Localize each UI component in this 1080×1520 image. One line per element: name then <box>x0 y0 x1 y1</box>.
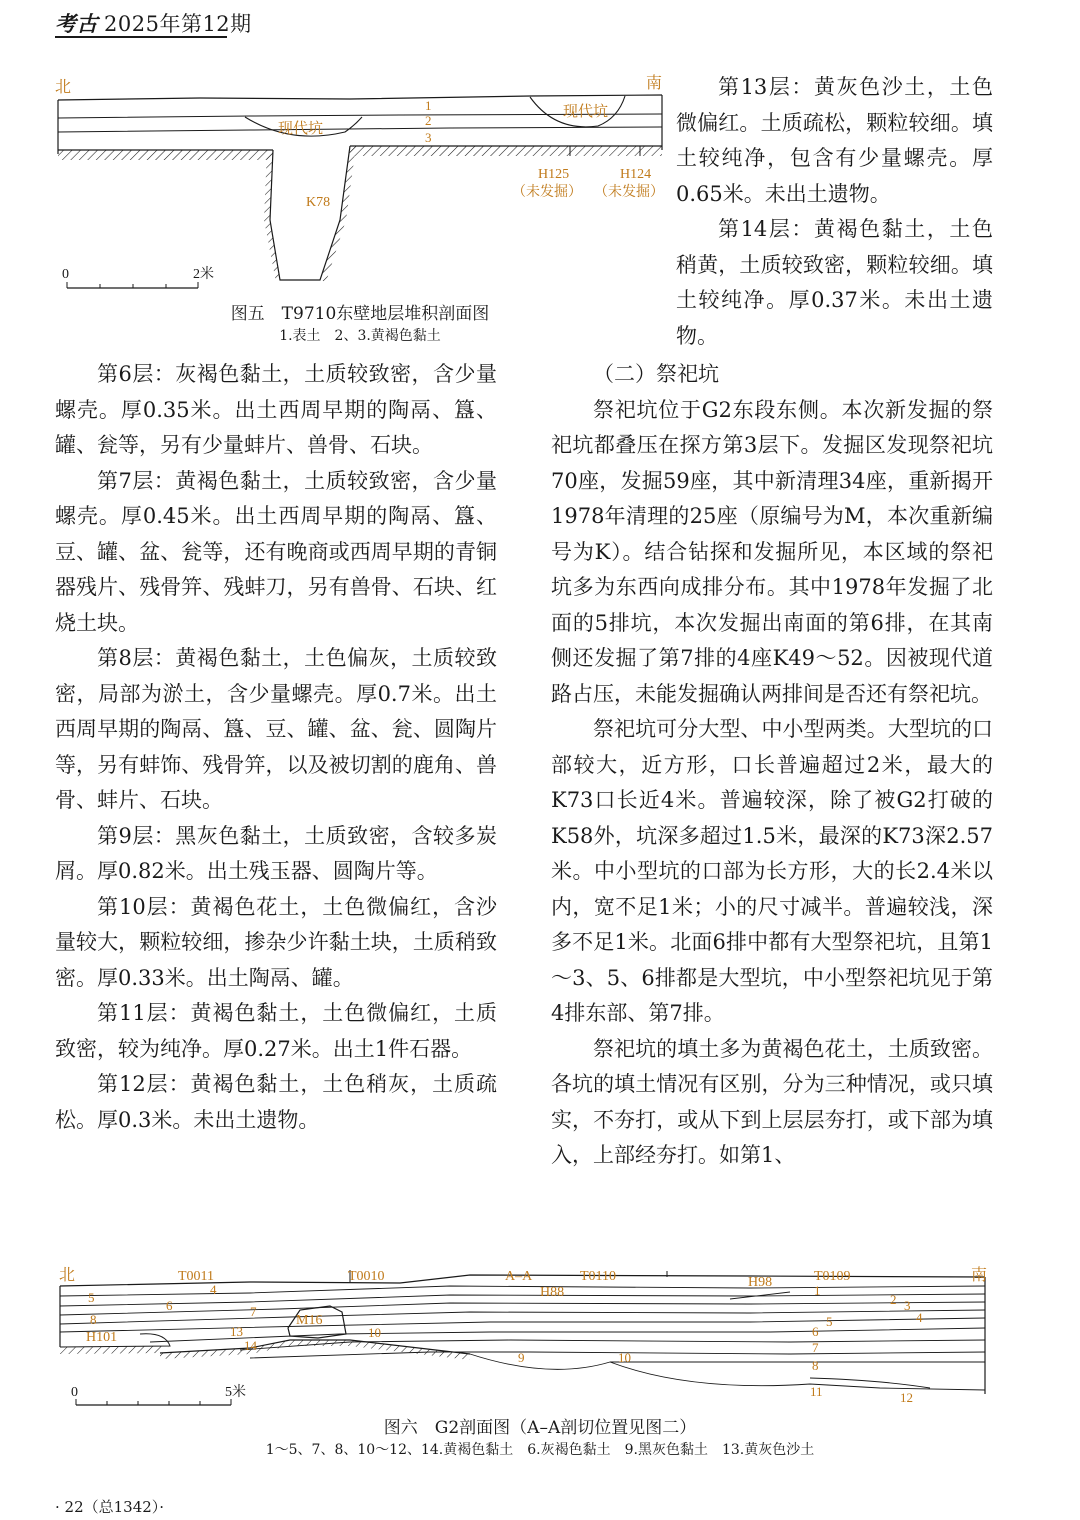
svg-text:6: 6 <box>166 1298 173 1313</box>
figure-5-caption-block <box>160 303 560 347</box>
paragraph-layer-8: 第8层：黄褐色黏土，土色偏灰，土质较致密，局部为淤土，含少量螺壳。厚0.7米。出土西周早期的陶鬲、簋、豆、罐、盆、瓮、圆陶片等，另有蚌饰、残骨笄，以及被切割的鹿角、兽骨、蚌片、石块。 <box>55 646 497 812</box>
paragraph-layer-10: 第10层：黄褐色花土，土色微偏红，含沙量较大，颗粒较细，掺杂少许黏土块，土质稍致密。厚0.33米。出土陶鬲、罐。 <box>55 894 497 990</box>
scale-end-6: 5米 <box>225 1385 246 1400</box>
t0010-label: T0010 <box>348 1269 385 1284</box>
svg-text:11: 11 <box>810 1384 823 1399</box>
ground-surface-line <box>58 95 662 100</box>
paragraph-layer-6: 第6层：灰褐色黏土，土质较致密，含少量螺壳。厚0.35米。出土西周早期的陶鬲、簋、罐、瓮等，另有少量蚌片、兽骨、石块。 <box>55 362 497 457</box>
svg-text:10: 10 <box>368 1325 381 1340</box>
svg-text:4: 4 <box>916 1310 923 1325</box>
svg-text:5: 5 <box>826 1314 833 1329</box>
svg-text:1: 1 <box>814 1283 821 1298</box>
paragraph-layer-9: 第9层：黑灰色黏土，土质致密，含较多炭屑。厚0.82米。出土残玉器、圆陶片等。 <box>55 823 497 883</box>
h98-label: H98 <box>748 1275 773 1290</box>
running-header <box>55 8 252 38</box>
paragraph-layer-12: 第12层：黄褐色黏土，土色稍灰，土质疏松。厚0.3米。未出土遗物。 <box>55 1072 497 1132</box>
svg-text:5: 5 <box>88 1290 95 1305</box>
south-label-6: 南 <box>971 1267 988 1284</box>
north-label: 北 <box>55 79 72 96</box>
journal-name: 考古 <box>55 11 98 36</box>
svg-text:7: 7 <box>250 1304 257 1319</box>
svg-text:13: 13 <box>230 1324 243 1339</box>
paragraph-sacrificial-pits-types: 祭祀坑可分大型、中小型两类。大型坑的口部较大，近方形，口长普遍超过2米，最大的K73口长近4米。普遍较深，除了被G2打破的K58外，坑深多超过1.5米，最深的K73深2.57米。中小型坑的口部为长方形，大的长2.4米以内，宽不足1米；小的尺寸减半。普遍较浅，深多不足1米。北面6排中都有大型祭祀坑，且第1～3、5、6排都是大型坑，中小型祭祀坑见于第4排东部、第7排。 <box>551 717 993 1025</box>
scale-zero-5: 0 <box>62 267 69 282</box>
h125-label: H125 <box>538 167 570 182</box>
svg-text:3: 3 <box>904 1298 911 1313</box>
paragraph-layer-13: 第13层：黄灰色沙土，土色微偏红。土质疏松，颗粒较细。填土较纯净，包含有少量螺壳。厚0.65米。未出土遗物。 <box>676 75 993 206</box>
t0011-label: T0011 <box>178 1269 215 1284</box>
figure-5-section-drawing <box>50 70 670 305</box>
svg-text:4: 4 <box>210 1282 217 1297</box>
south-label: 南 <box>646 75 663 92</box>
figure-5-caption: 图五 T9710东壁地层堆积剖面图 <box>230 304 490 324</box>
layer-label-3: 3 <box>425 130 432 145</box>
m16-label: M16 <box>296 1313 323 1328</box>
h125-unexcavated: （未发掘） <box>512 185 582 200</box>
svg-text:9: 9 <box>518 1350 525 1365</box>
page-number: · 22（总1342）· <box>55 1498 165 1516</box>
hatch-base-left <box>58 150 273 160</box>
h88-label: H88 <box>540 1285 565 1300</box>
paragraph-sacrificial-pits-fill: 祭祀坑的填土多为黄褐色花土，土质致密。各坑的填土情况有区别，分为三种情况，或只填实，不夯打，或从下到上层层夯打，或下部为填入，上部经夯打。如第1、 <box>551 1036 993 1167</box>
figure-6-caption: 图六 G2剖面图（A–A剖切位置见图二） <box>383 1418 697 1438</box>
layer-label-1: 1 <box>425 98 432 113</box>
paragraph-sacrificial-pits-location: 祭祀坑位于G2东段东侧。本次新发掘的祭祀坑都叠压在探方第3层下。发掘区发现祭祀坑70座，发掘59座，其中新清理34座，重新揭开1978年清理的25座（原编号为M，本次重新编号为K）。结合钻探和发掘所见，本区域的祭祀坑多为东西向成排分布。其中1978年发掘了北面的5排坑，本次发掘出南面的第6排，在其南侧还发掘了第7排的4座K49～52。因被现代道路占压，未能发掘确认两排间是否还有祭祀坑。 <box>551 397 993 706</box>
svg-text:7: 7 <box>812 1340 819 1355</box>
figure-6-caption-block <box>140 1417 940 1461</box>
figure-6-legend: 1～5、7、8、10～12、14.黄褐色黏土 6.灰褐色黏土 9.黑灰色黏土 13.黄灰色沙土 <box>265 1442 815 1458</box>
layer-2-3-boundary <box>58 127 662 132</box>
h124-unexcavated: （未发掘） <box>594 185 664 200</box>
section-heading: （二）祭祀坑 <box>593 362 719 386</box>
svg-text:10: 10 <box>618 1350 631 1365</box>
aa-label: A–A <box>505 1269 533 1284</box>
right-column <box>551 357 993 1174</box>
svg-text:2: 2 <box>890 1292 897 1307</box>
paragraph-layer-11: 第11层：黄褐色黏土，土色微偏红，土质致密，较为纯净。厚0.27米。出土1件石器。 <box>55 1001 497 1061</box>
left-column <box>55 357 497 1138</box>
paragraph-layer-14: 第14层：黄褐色黏土，土色稍黄，土质较致密，颗粒较细。填土较纯净。厚0.37米。未出土遗物。 <box>676 217 993 348</box>
svg-text:8: 8 <box>812 1358 819 1373</box>
scale-end-5: 2米 <box>193 267 214 282</box>
modern-pit-label-right: 现代坑 <box>563 104 609 120</box>
t0110-label: T0110 <box>580 1269 617 1284</box>
svg-text:6: 6 <box>812 1324 819 1339</box>
scale-zero-6: 0 <box>71 1385 78 1400</box>
figure-5-legend: 1.表土 2、3.黄褐色黏土 <box>279 328 441 344</box>
h124-label: H124 <box>620 167 652 182</box>
svg-text:8: 8 <box>90 1312 97 1327</box>
paragraph-layer-7: 第7层：黄褐色黏土，土质较致密，含少量螺壳。厚0.45米。出土西周早期的陶鬲、簋、豆、罐、盆、瓮等，还有晚商或西周早期的青铜器残片、残骨笄、残蚌刀，另有兽骨、石块、红烧土块。 <box>55 468 497 635</box>
layer-label-2: 2 <box>425 113 432 128</box>
k78-label: K78 <box>306 195 331 210</box>
svg-text:14: 14 <box>244 1338 257 1353</box>
right-top-column <box>676 70 993 354</box>
t0109-label: T0109 <box>814 1269 851 1284</box>
header-rule <box>55 36 227 38</box>
modern-pit-label-left: 现代坑 <box>278 121 324 137</box>
h101-label: H101 <box>86 1330 118 1345</box>
north-label-6: 北 <box>59 1267 76 1284</box>
figure-6-section-drawing <box>50 1262 1000 1412</box>
hatch-base-right <box>350 146 662 156</box>
svg-text:12: 12 <box>900 1390 913 1405</box>
k78-pit-outline <box>270 146 350 280</box>
issue-label: 2025年第12期 <box>104 12 252 36</box>
